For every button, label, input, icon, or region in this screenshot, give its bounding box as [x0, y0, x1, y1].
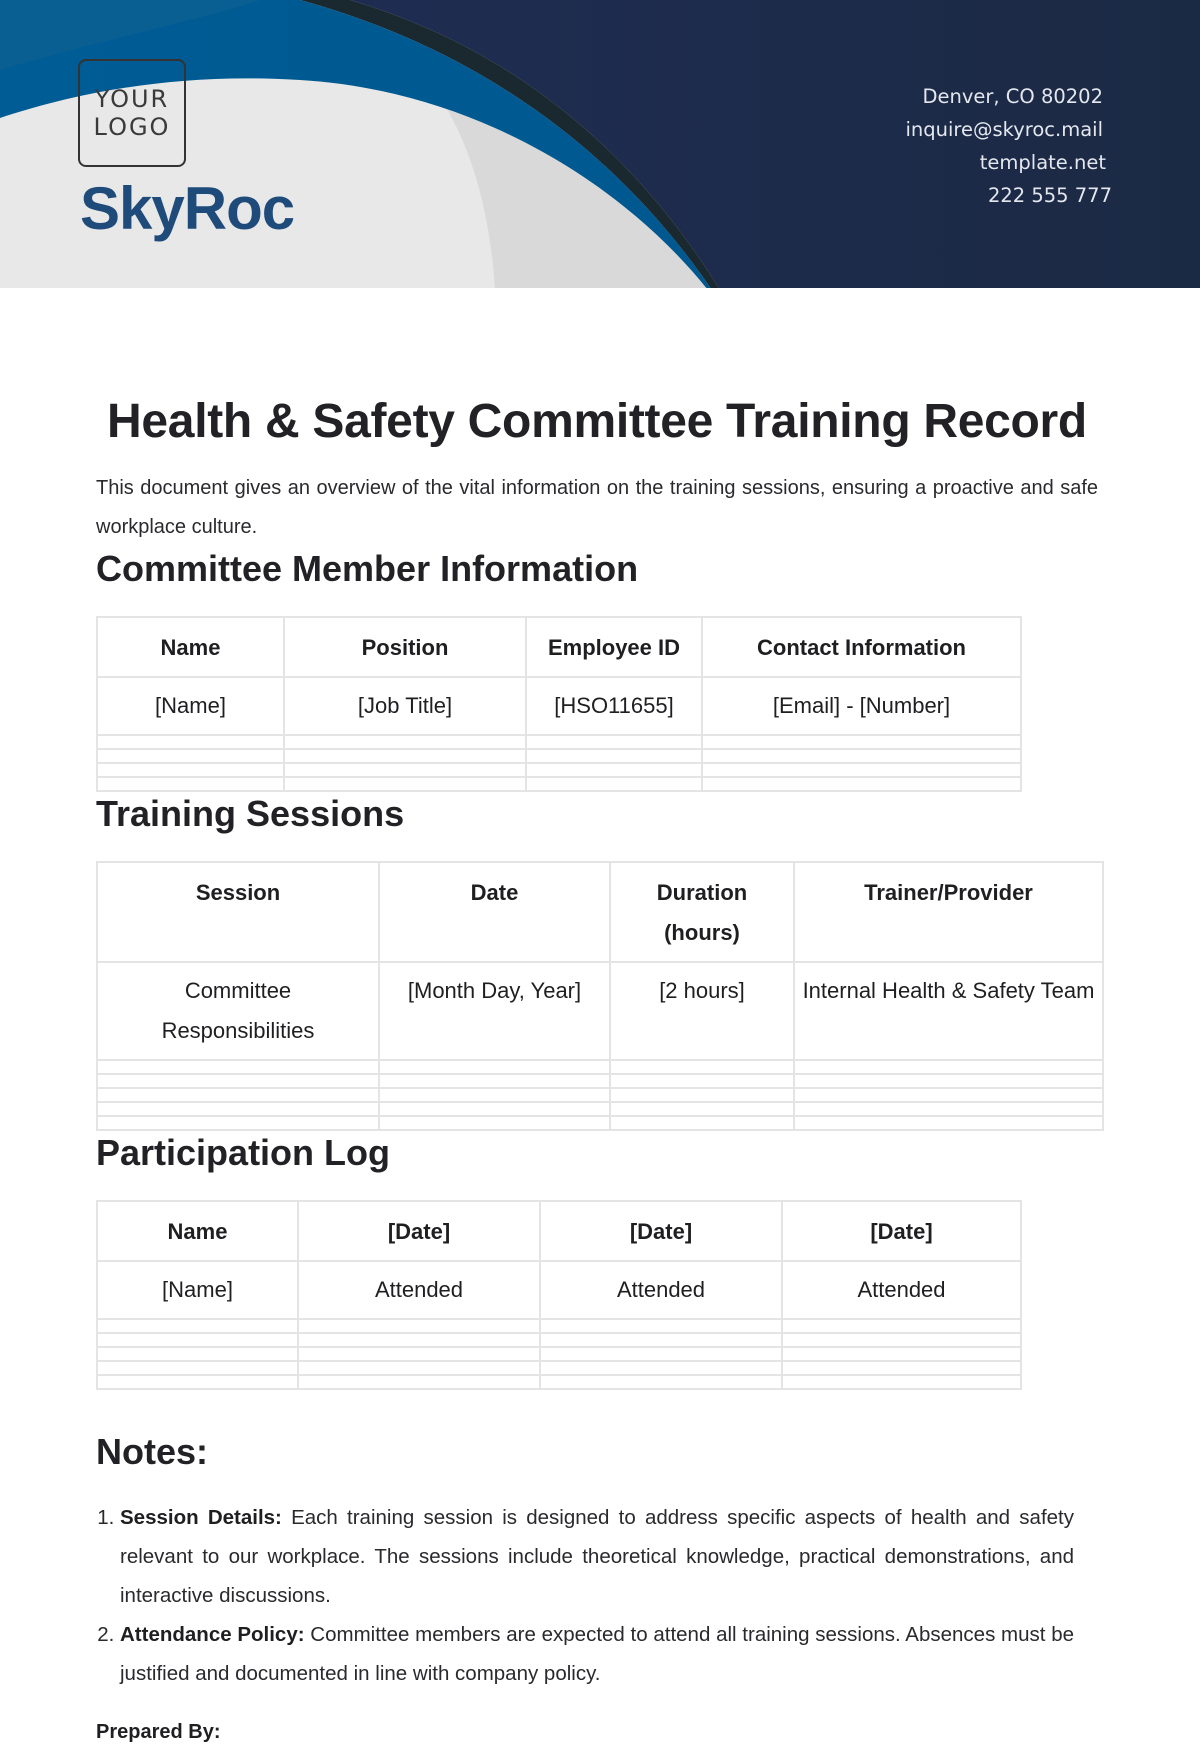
column-header-trainer-provider: Trainer/Provider — [794, 862, 1103, 962]
brand-name: SkyRoc — [80, 175, 295, 242]
cell-attendance-1: Attended — [298, 1261, 540, 1319]
notes-list — [96, 1498, 1074, 1693]
column-header-duration: Duration (hours) — [610, 862, 794, 962]
empty-table-row — [97, 1361, 1021, 1375]
document-title: Health & Safety Committee Training Record — [107, 395, 1087, 448]
note-text: Each training session is designed to address specific aspects of health and safety relevant to our workplace. The sessions include theoretical knowledge, practical demonstrations, and interactive discussions. — [120, 1506, 1074, 1607]
column-header-date-2: [Date] — [540, 1201, 782, 1261]
cell-contact: [Email] - [Number] — [702, 677, 1021, 735]
cell-session: Committee Responsibilities — [97, 962, 379, 1060]
column-header-employee-id: Employee ID — [526, 617, 702, 677]
logo-placeholder — [78, 59, 186, 167]
empty-table-row — [97, 1060, 1103, 1074]
empty-table-row — [97, 749, 1021, 763]
column-header-date-1: [Date] — [298, 1201, 540, 1261]
cell-date: [Month Day, Year] — [379, 962, 610, 1060]
column-header-date-3: [Date] — [782, 1201, 1021, 1261]
empty-table-row — [97, 735, 1021, 749]
cell-name: [Name] — [97, 1261, 298, 1319]
empty-table-row — [97, 1347, 1021, 1361]
contact-website: template.net — [979, 151, 1106, 174]
training-sessions-table — [96, 861, 1104, 1131]
note-item — [120, 1615, 1074, 1693]
column-header-position: Position — [284, 617, 526, 677]
empty-table-row — [97, 763, 1021, 777]
participation-log-table — [96, 1200, 1022, 1390]
empty-table-row — [97, 777, 1021, 791]
contact-info — [905, 80, 1115, 212]
cell-duration: [2 hours] — [610, 962, 794, 1060]
note-text: Committee members are expected to attend all training sessions. Absences must be justified and documented in line with company policy. — [120, 1623, 1074, 1685]
logo-text-line1: YOUR — [94, 85, 170, 113]
empty-table-row — [97, 1375, 1021, 1389]
table-header-row — [97, 862, 1103, 962]
column-header-contact-information: Contact Information — [702, 617, 1021, 677]
cell-name: [Name] — [97, 677, 284, 735]
empty-table-row — [97, 1074, 1103, 1088]
notes-title: Notes: — [96, 1431, 209, 1472]
table-row — [97, 962, 1103, 1060]
document-body — [96, 392, 1098, 1744]
prepared-by-label: Prepared By: — [96, 1721, 221, 1743]
committee-section-title: Committee Member Information — [96, 548, 639, 589]
empty-table-row — [97, 1333, 1021, 1347]
contact-phone: 222 555 777 — [987, 184, 1112, 207]
note-label: Attendance Policy: — [120, 1623, 305, 1646]
empty-table-row — [97, 1088, 1103, 1102]
logo-text-line2: LOGO — [93, 113, 171, 141]
cell-attendance-2: Attended — [540, 1261, 782, 1319]
column-header-name: Name — [97, 1201, 298, 1261]
contact-address: Denver, CO 80202 — [922, 85, 1103, 108]
table-header-row — [97, 617, 1021, 677]
empty-table-row — [97, 1319, 1021, 1333]
committee-member-table — [96, 616, 1022, 792]
column-header-name: Name — [97, 617, 284, 677]
table-row — [97, 1261, 1021, 1319]
contact-email: inquire@skyroc.mail — [905, 118, 1103, 141]
participation-section-title: Participation Log — [96, 1132, 391, 1173]
column-header-date: Date — [379, 862, 610, 962]
letterhead-header — [0, 0, 1200, 290]
cell-trainer: Internal Health & Safety Team — [794, 962, 1103, 1060]
column-header-session: Session — [97, 862, 379, 962]
cell-position: [Job Title] — [284, 677, 526, 735]
cell-attendance-3: Attended — [782, 1261, 1021, 1319]
training-section-title: Training Sessions — [96, 793, 405, 834]
note-label: Session Details: — [120, 1506, 282, 1529]
empty-table-row — [97, 1116, 1103, 1130]
note-item — [120, 1498, 1074, 1615]
table-header-row — [97, 1201, 1021, 1261]
table-row — [97, 677, 1021, 735]
intro-paragraph: This document gives an overview of the vital information on the training sessions, ensuring a proactive and safe workplace culture. — [96, 477, 1098, 538]
cell-employee-id: [HSO11655] — [526, 677, 702, 735]
empty-table-row — [97, 1102, 1103, 1116]
